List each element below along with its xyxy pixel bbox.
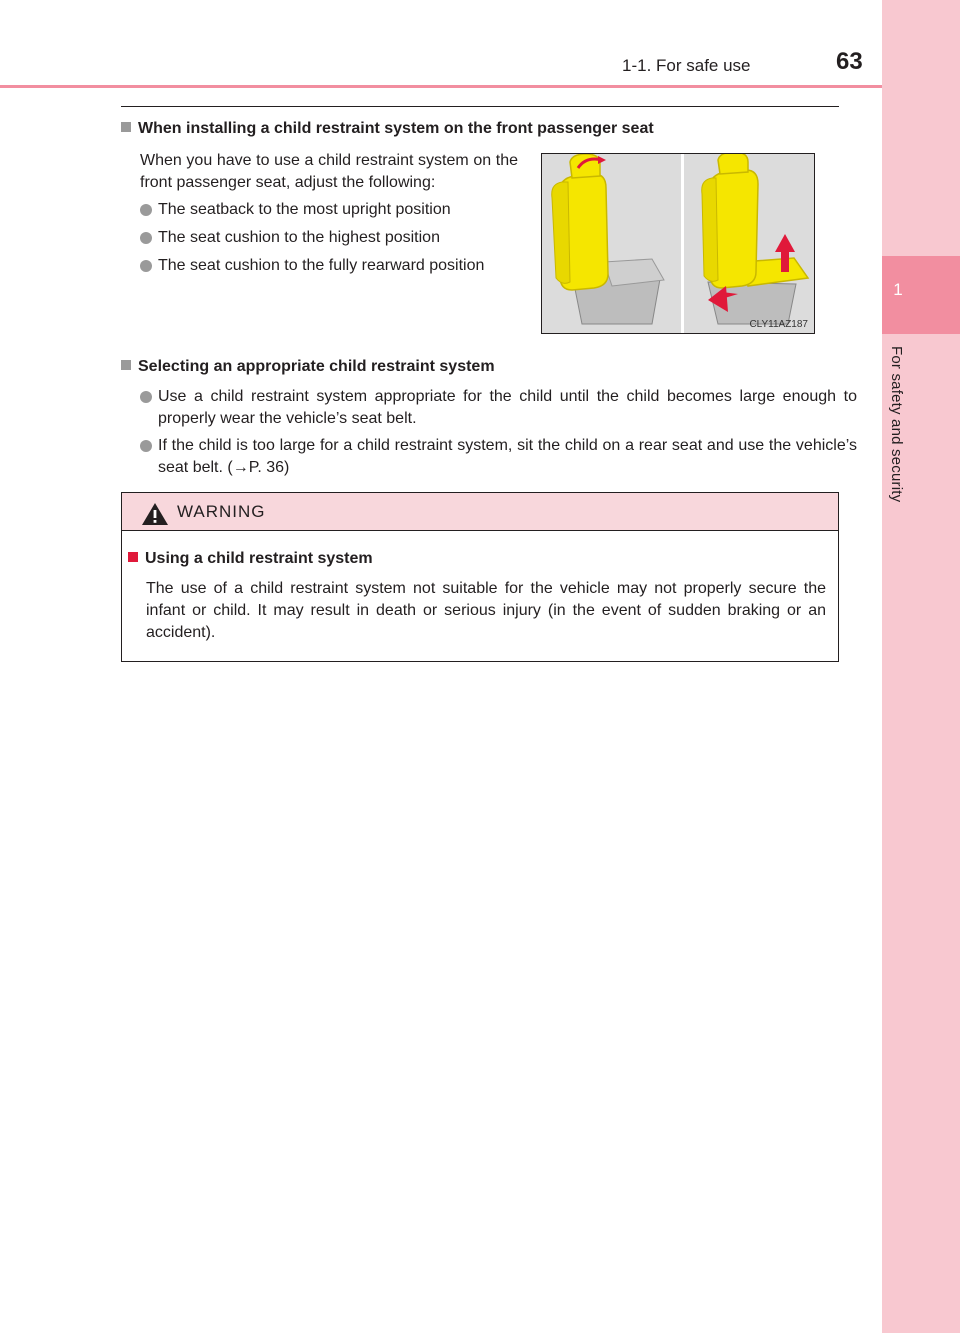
section-title: 1-1. For safe use — [622, 56, 751, 75]
list-item: The seatback to the most upright position — [140, 199, 536, 221]
seat-adjustment-figure — [541, 153, 815, 334]
square-bullet-icon — [128, 552, 138, 562]
arrow-up-icon — [781, 250, 789, 272]
section1-heading — [121, 120, 654, 138]
circle-bullet-icon — [140, 260, 152, 272]
warning-triangle-icon — [141, 502, 169, 526]
figure-code: CLY11AZ187 — [749, 319, 808, 330]
section1-heading-text: When installing a child restraint system on the front passenger seat — [138, 120, 654, 137]
warning-box — [121, 492, 839, 662]
section2-heading-text: Selecting an appropriate child restraint system — [138, 358, 495, 375]
circle-bullet-icon — [140, 440, 152, 452]
seat-illustration — [542, 154, 814, 333]
chapter-title: For safety and security — [888, 346, 905, 503]
warning-header — [122, 493, 838, 531]
warning-body: The use of a child restraint system not suitable for the vehicle may not properly secure the infant or child. It may result in death or serious injury (in the event of sudden braking or an accident). — [146, 580, 826, 641]
chapter-number: 1 — [893, 280, 903, 299]
header-divider — [0, 85, 882, 88]
list-item: Use a child restraint system appropriate for the child until the child becomes large enough to properly wear the vehicle’s seat belt. — [140, 386, 857, 430]
circle-bullet-icon — [140, 204, 152, 216]
circle-bullet-icon — [140, 391, 152, 403]
page-number: 63 — [836, 48, 863, 75]
warning-subheading: Using a child restraint system — [128, 550, 373, 568]
circle-bullet-icon — [140, 232, 152, 244]
warning-title: WARNING — [177, 502, 266, 521]
section1-intro: When you have to use a child restraint system on the front passenger seat, adjust the following: — [140, 152, 518, 191]
side-tab-strip — [882, 0, 960, 1333]
square-bullet-icon — [121, 122, 131, 132]
list-item: The seat cushion to the highest position — [140, 227, 536, 249]
section2-heading — [121, 358, 495, 376]
list-item: If the child is too large for a child restraint system, sit the child on a rear seat and use the vehicle’s seat belt. (→P. 36) — [140, 435, 857, 479]
list-item: The seat cushion to the fully rearward position — [140, 255, 536, 277]
content-rule — [121, 106, 839, 107]
square-bullet-icon — [121, 360, 131, 370]
